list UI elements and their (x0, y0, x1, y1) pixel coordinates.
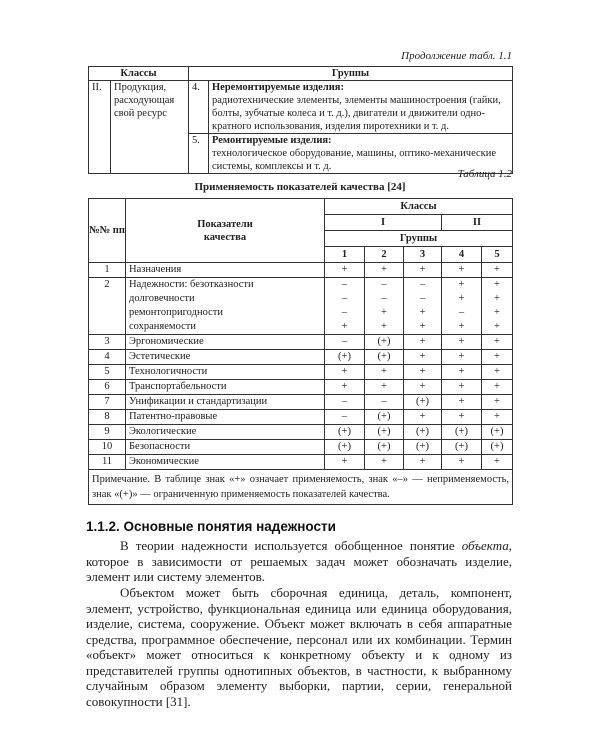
applicability-cell: + (442, 263, 482, 278)
indicator-name: Эргономические (126, 335, 325, 350)
header-classes: Классы (325, 199, 513, 215)
applicability-cell: + (442, 410, 482, 425)
header-group-2: 2 (365, 247, 404, 263)
indicator-name: Транспортабельности (126, 380, 325, 395)
applicability-cell: + (482, 365, 513, 380)
classes-table-continued (88, 66, 513, 174)
applicability-cell: – (325, 306, 365, 320)
applicability-cell: (+) (325, 440, 365, 455)
applicability-cell: + (404, 455, 442, 470)
applicability-cell: + (365, 380, 404, 395)
table2-title: Применяемость показателей качества [24] (194, 181, 406, 193)
class-number: II. (89, 81, 111, 174)
indicator-name: Эстетические (126, 350, 325, 365)
applicability-cell: + (482, 306, 513, 320)
applicability-cell: (+) (442, 440, 482, 455)
applicability-cell: + (325, 455, 365, 470)
applicability-cell: + (365, 320, 404, 335)
applicability-cell: + (325, 365, 365, 380)
header-class-1: I (325, 215, 442, 231)
indicator-name: Технологичности (126, 365, 325, 380)
row-number: 3 (89, 335, 126, 350)
applicability-cell: + (482, 380, 513, 395)
row-number (89, 292, 126, 306)
table-row (89, 365, 513, 380)
applicability-cell: + (482, 455, 513, 470)
indicator-name: Унификации и стандартизации (126, 395, 325, 410)
table-note: Примечание. В таблице знак «+» означает применяемость, знак «–» — неприменяемость, знак «(+)» — ограниченную применяемость показателей качества. (89, 470, 513, 505)
applicability-cell: + (365, 306, 404, 320)
applicability-cell: + (404, 263, 442, 278)
header-group-1: 1 (325, 247, 365, 263)
applicability-cell: – (325, 292, 365, 306)
applicability-cell: + (482, 395, 513, 410)
header-group-3: 3 (404, 247, 442, 263)
applicability-cell: + (365, 365, 404, 380)
applicability-cell: – (365, 278, 404, 293)
class-name: Продукция, расходующая свой ресурс (111, 81, 189, 174)
applicability-cell: + (442, 335, 482, 350)
group-title: Неремонтируемые изделия: (212, 82, 344, 93)
applicability-cell: (+) (365, 350, 404, 365)
applicability-cell: (+) (325, 350, 365, 365)
indicator-name: Назначения (126, 263, 325, 278)
p1-text: В теории надежности используется обобщенное понятие (120, 538, 462, 553)
applicability-cell: (+) (365, 410, 404, 425)
applicability-cell: – (404, 278, 442, 293)
applicability-cell: + (482, 410, 513, 425)
row-number: 11 (89, 455, 126, 470)
applicability-cell: + (325, 380, 365, 395)
applicability-cell: (+) (404, 440, 442, 455)
group-number: 4. (189, 81, 209, 134)
row-number: 4 (89, 350, 126, 365)
header-classes: Классы (89, 67, 189, 81)
table-row (89, 306, 513, 320)
group-text: технологическое оборудование, машины, оптико-механические системы, комплексы и т. д. (212, 148, 497, 172)
applicability-cell: – (365, 395, 404, 410)
indicator-name: сохраняемости (126, 320, 325, 335)
applicability-cell: (+) (482, 425, 513, 440)
applicability-cell: + (404, 380, 442, 395)
applicability-cell: + (482, 278, 513, 293)
table2-caption: Таблица 1.2 (457, 168, 512, 180)
applicability-cell: – (325, 395, 365, 410)
applicability-cell: – (442, 306, 482, 320)
applicability-cell: + (365, 455, 404, 470)
row-number: 9 (89, 425, 126, 440)
row-number: 7 (89, 395, 126, 410)
applicability-cell: – (325, 410, 365, 425)
applicability-cell: + (482, 320, 513, 335)
table-row (89, 440, 513, 455)
table-row (89, 425, 513, 440)
table-row (89, 455, 513, 470)
indicator-name: Надежности: безотказности (126, 278, 325, 293)
applicability-cell: + (482, 335, 513, 350)
applicability-cell: + (442, 320, 482, 335)
table-row (89, 395, 513, 410)
group-text: радиотехнические элементы, элементы машиностроения (гайки, болты, зубчатые колеса и т. д.), двигатели и движители одно-кратного использования, изделия пиротехники и т. д. (212, 95, 501, 132)
applicability-cell: (+) (442, 425, 482, 440)
group-title: Ремонтируемые изделия: (212, 135, 332, 146)
paragraph-1 (86, 538, 512, 585)
applicability-cell: + (442, 350, 482, 365)
paragraph-2: Объектом может быть сборочная единица, деталь, компонент, элемент, устройство, функциональная единица или единица оборудования, изделие, система, сооружение. Объект может включать в себя аппаратные средства, программное обеспечение, персонал или их комбинации. Термин «объект» может относиться к конкретному объекту и к одному из представителей группы однотипных объектов, в частности, к выбранному случайным образом элементу выборки, партии, серии, генеральной совокупности [31]. (86, 585, 512, 709)
row-number: 1 (89, 263, 126, 278)
row-number: 6 (89, 380, 126, 395)
applicability-cell: + (442, 365, 482, 380)
applicability-cell: + (404, 365, 442, 380)
applicability-cell: (+) (365, 335, 404, 350)
row-number (89, 306, 126, 320)
applicability-cell: + (404, 350, 442, 365)
quality-indicators-table (88, 198, 513, 505)
header-indicators: Показатели качества (126, 199, 325, 263)
table-row (89, 292, 513, 306)
group-number: 5. (189, 134, 209, 174)
applicability-cell: – (365, 292, 404, 306)
applicability-cell: + (325, 263, 365, 278)
applicability-cell: + (442, 395, 482, 410)
table-row (89, 320, 513, 335)
applicability-cell: (+) (365, 440, 404, 455)
header-groups: Группы (325, 231, 513, 247)
header-groups: Группы (189, 67, 513, 81)
applicability-cell: + (365, 263, 404, 278)
row-number: 8 (89, 410, 126, 425)
applicability-cell: – (404, 292, 442, 306)
applicability-cell: – (325, 335, 365, 350)
section-heading: 1.1.2. Основные понятия надежности (86, 519, 336, 534)
applicability-cell: + (404, 306, 442, 320)
header-group-5: 5 (482, 247, 513, 263)
applicability-cell: (+) (404, 425, 442, 440)
applicability-cell: + (325, 320, 365, 335)
applicability-cell: – (325, 278, 365, 293)
header-number: №№ пп (89, 199, 126, 263)
indicator-name: ремонтопригодности (126, 306, 325, 320)
applicability-cell: + (442, 278, 482, 293)
applicability-cell: + (442, 455, 482, 470)
table1-caption: Продолжение табл. 1.1 (401, 50, 512, 62)
applicability-cell: (+) (325, 425, 365, 440)
row-number: 10 (89, 440, 126, 455)
applicability-cell: + (404, 410, 442, 425)
table-row (89, 350, 513, 365)
indicator-name: Экономические (126, 455, 325, 470)
indicator-name: долговечности (126, 292, 325, 306)
table-row (89, 335, 513, 350)
applicability-cell: + (482, 263, 513, 278)
indicator-name: Патентно-правовые (126, 410, 325, 425)
table-row (89, 263, 513, 278)
table-row (89, 410, 513, 425)
indicator-name: Безопасности (126, 440, 325, 455)
row-number (89, 320, 126, 335)
row-number: 2 (89, 278, 126, 293)
header-class-2: II (442, 215, 513, 231)
header-group-4: 4 (442, 247, 482, 263)
applicability-cell: + (442, 292, 482, 306)
applicability-cell: (+) (404, 395, 442, 410)
applicability-cell: + (404, 335, 442, 350)
applicability-cell: (+) (482, 440, 513, 455)
applicability-cell: (+) (365, 425, 404, 440)
p1-emphasis: объекта (461, 538, 509, 553)
indicator-name: Экологические (126, 425, 325, 440)
table-row (89, 380, 513, 395)
table-row (89, 278, 513, 293)
applicability-cell: + (482, 292, 513, 306)
applicability-cell: + (482, 350, 513, 365)
row-number: 5 (89, 365, 126, 380)
p1-text-end: , которое в зависимости от решаемых задач может обозначать изделие, элемент или систему элементов. (86, 538, 512, 584)
applicability-cell: + (442, 380, 482, 395)
applicability-cell: + (404, 320, 442, 335)
